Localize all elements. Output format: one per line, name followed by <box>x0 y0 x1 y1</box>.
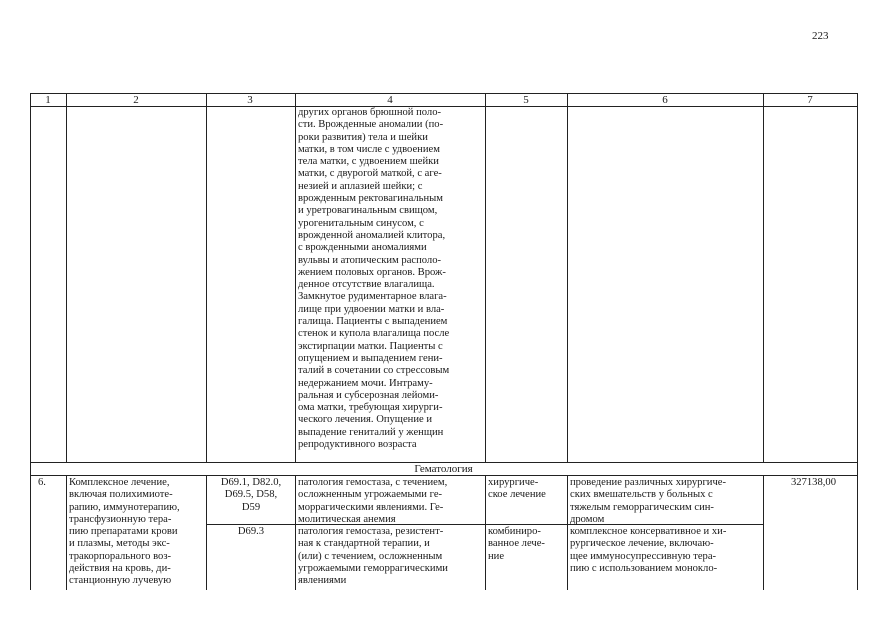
column-number-6: 6 <box>662 94 668 106</box>
patient-model-a: патология гемостаза, с течением, осложненным угрожаемыми ге- моррагическими явлениями. Ге- молитическая анемия <box>298 477 448 525</box>
treatment-description: Комплексное лечение, включая полихимиоте- рапию, иммунотерапию, трансфузионную тера- пию препаратами крови и плазмы, методы экс- тракорпорального воз- действия на кровь, ди- станционную лучевую <box>69 477 180 587</box>
column-number-4: 4 <box>387 94 393 106</box>
section-heading: Гематология <box>414 463 473 475</box>
page-number: 223 <box>812 30 829 42</box>
treatment-method-b: комплексное консервативное и хи- рургическое лечение, включаю- щее иммуносупрессивную тера- пию с использованием моноклo- <box>570 526 727 574</box>
cost-value: 327138,00 <box>790 477 836 488</box>
column-number-5: 5 <box>523 94 529 106</box>
patient-model-b: патология гемостаза, резистент- ная к стандартной терапии, и (или) с течением, осложненным угрожаемыми геморрагическими явлениями <box>298 526 448 587</box>
column-number-2: 2 <box>133 94 139 106</box>
column-number-3: 3 <box>247 94 253 106</box>
icd-codes-b: D69.3 <box>237 526 265 537</box>
row-number: 6. <box>38 477 46 488</box>
continued-model-text: других органов брюшной поло- сти. Врожденные аномалии (по- роки развития) тела и шейки матки, в том числе с удвоением тела матки, с удвоением шейки матки, с двурогой маткой, с аге- незией и аплазией шейки; с врожденным ректовагинальным и уретровагинальным свищом, урогенитальным синусом, с врожденной аномалией клитора, с врожденными аномалиями вульвы и атопическим располо- жением половых органов. Врож- денное отсутствие влагалища. Замкнутое рудиментарное влага- лище при удвоении матки и вла- галища. Пациенты с выпадением стенок и купола влагалища после экстирпации матки. Пациенты с опущением и выпадением гени- талий в сочетании со стрессовым недержанием мочи. Интраму- ральная и субсерозная лейоми- ома матки, требующая хирурги- ческого лечения. Опущение и выпадение гениталий у женщин репродуктивного возраста <box>298 107 450 451</box>
treatment-type-b: комбиниро- ванное лече- ние <box>488 526 545 562</box>
icd-codes-a: D69.1, D82.0, D69.5, D58, D59 <box>220 477 282 513</box>
column-number-1: 1 <box>45 94 51 106</box>
column-number-7: 7 <box>807 94 813 106</box>
treatment-type-a: хирургиче- ское лечение <box>488 477 546 501</box>
treatment-method-a: проведение различных хирургиче- ских вмешательств у больных с тяжелым геморрагическим син- дромом <box>570 477 727 525</box>
